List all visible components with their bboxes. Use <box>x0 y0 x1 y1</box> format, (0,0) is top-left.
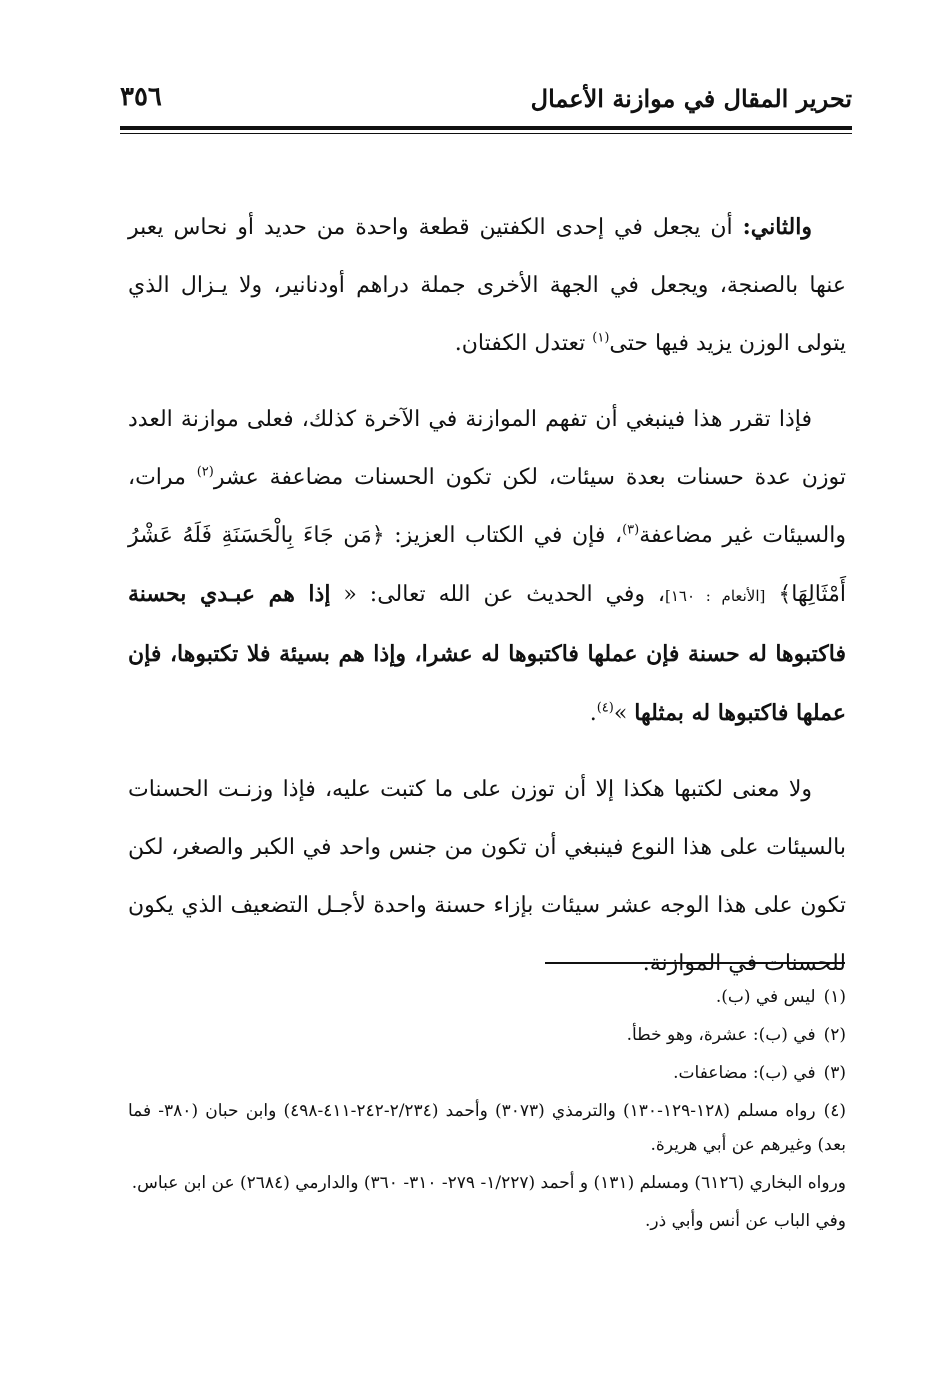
footnote-4-continuation: ورواه البخاري (٦١٢٦) ومسلم (١٣١) و أحمد (١/٢٢٧- ٢٧٩- ٣١٠- ٣٦٠) والدارمي (٢٦٨٤) عن ابن عباس. <box>131 1173 846 1193</box>
footnote-ref-3: (٣) <box>622 522 640 538</box>
page-number: ٣٥٦ <box>120 82 162 112</box>
footnote-4 <box>128 1094 846 1162</box>
footnote-3 <box>128 1056 846 1090</box>
footnote-ref-2: (٢) <box>196 464 214 480</box>
main-text <box>128 198 846 1011</box>
footnote-text: في (ب): عشرة، وهو خطأ. <box>626 1025 816 1045</box>
paragraph-2-text-a: فإذا تقرر هذا فينبغي أن تفهم الموازنة في الآخرة كذلك، فعلى موازنة العدد توزن عدة حسنات بعدة سيئات، لكن تكون الحسنات مضاعفة عشر <box>128 407 846 490</box>
footnote-number: (٣) <box>823 1063 846 1083</box>
footnote-number: (١) <box>823 987 846 1007</box>
paragraph-1 <box>128 198 846 373</box>
footnote-1 <box>128 980 846 1014</box>
header-rule-thin <box>120 133 852 134</box>
book-title: تحرير المقال في موازنة الأعمال <box>530 84 852 113</box>
paragraph-2-text-c: ، فإن في الكتاب العزيز: ﴿مَن جَاءَ بِالْحَسَنَةِ فَلَهُ عَشْرُ أَمْثَالِهَا﴾ <box>128 523 846 607</box>
quran-reference: [الأنعام : ١٦٠] <box>665 587 766 605</box>
footnote-4-continuation-2: وفي الباب عن أنس وأبي ذر. <box>645 1211 846 1231</box>
paragraph-1-text-a: أن يجعل في إحدى الكفتين قطعة واحدة من حديد أو نحاس يعبر عنها بالصنجة، ويجعل في الجهة الأخرى جملة دراهم أودنانير، ولا يـزال الذي يتولى الوزن يزيد فيها حتى <box>128 215 846 356</box>
running-header <box>120 80 852 126</box>
paragraph-2-text-b: مرات، والسيئات غير مضاعفة <box>128 465 846 548</box>
paragraph-3-text: ولا معنى لكتبها هكذا إلا أن توزن على ما كتبت عليه، فإذا وزنـت الحسنات بالسيئات على هذا النوع فينبغي أن تكون من جنس واحد في الكبر والصغر، لكن تكون على هذا الوجه عشر سيئات بإزاء حسنة واحدة لأجـل التضعيف الذي يكون للحسنات في الموازنة. <box>128 777 846 976</box>
paragraph-2-text-e: » <box>613 701 635 726</box>
lead-word: والثاني: <box>742 214 812 240</box>
header-rule-thick <box>120 126 852 130</box>
footnote-text: في (ب): مضاعفات. <box>673 1063 816 1083</box>
paragraph-1-text-b: تعتدل الكفتان. <box>454 331 593 356</box>
footnote-number: (٢) <box>823 1025 846 1045</box>
paragraph-3 <box>128 761 846 993</box>
footnote-text: ليس في (ب). <box>715 987 816 1007</box>
footnote-ref-4: (٤) <box>596 700 614 716</box>
footnote-number: (٤) <box>823 1101 846 1121</box>
footnote-text: رواه مسلم (١٢٨-١٢٩-١٣٠) والترمذي (٣٠٧٣) وأحمد (٢/٢٣٤-٢٤٢-٤١١-٤٩٨) وابن حبان (٣٨٠- فما بعد) وغيرهم عن أبي هريرة. <box>128 1101 846 1155</box>
paragraph-2 <box>128 391 846 743</box>
paragraph-2-text-d: ، وفي الحديث عن الله تعالى: « <box>330 582 666 607</box>
footnote-2 <box>128 1018 846 1052</box>
paragraph-2-text-f: . <box>589 701 597 726</box>
hadith-quote: إذا هم عبـدي بحسنة فاكتبوها له حسنة فإن عملها فاكتبوها له عشرا، وإذا هم بسيئة فلا تكتبوها، فإن عملها فاكتبوها له بمثلها <box>128 581 846 726</box>
footnote-ref-1: (١) <box>592 330 610 346</box>
footnote-separator <box>545 962 845 964</box>
footnotes <box>128 980 846 1242</box>
